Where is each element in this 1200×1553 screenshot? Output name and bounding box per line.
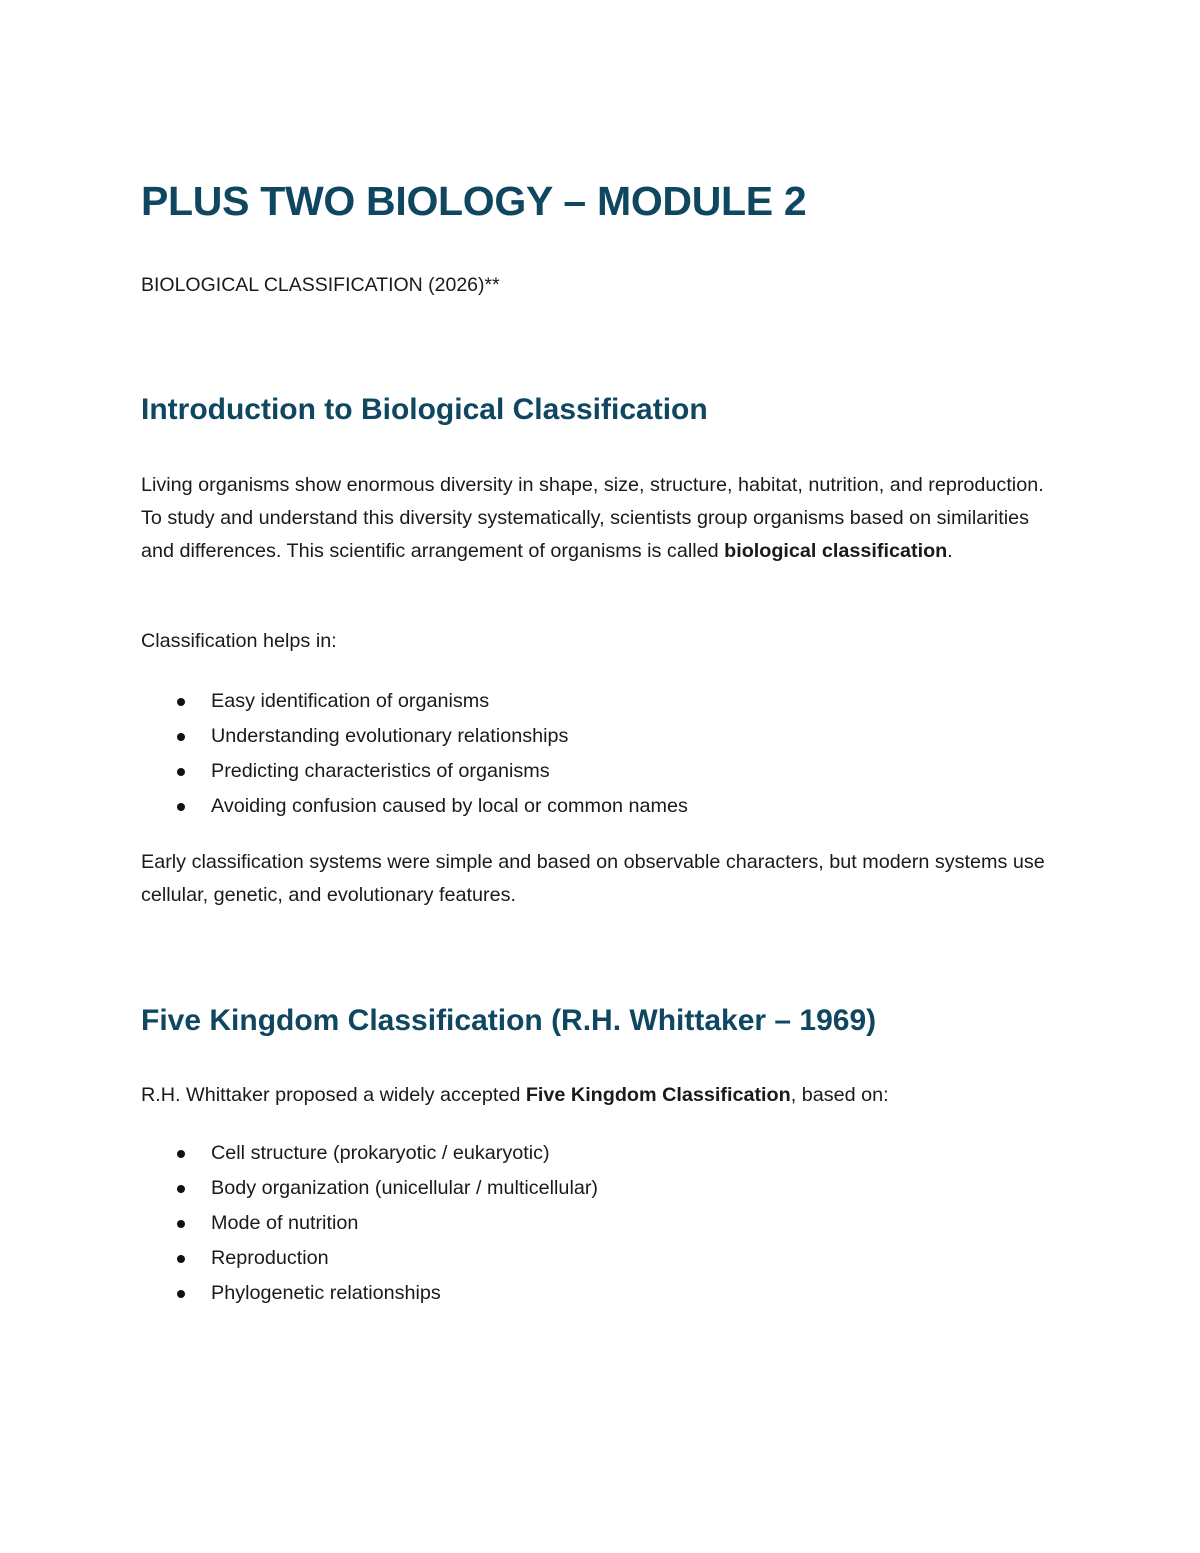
whittaker-paragraph-text: R.H. Whittaker proposed a widely accepted xyxy=(141,1084,526,1106)
list-item-text: Predicting characteristics of organisms xyxy=(211,760,550,782)
list-item-text: Understanding evolutionary relationships xyxy=(211,725,569,747)
bullet-icon xyxy=(177,1290,185,1298)
document-subtitle: BIOLOGICAL CLASSIFICATION (2026)** xyxy=(141,274,500,296)
list-item-text: Reproduction xyxy=(211,1247,329,1269)
whittaker-paragraph xyxy=(141,1079,1061,1112)
list-item xyxy=(141,719,1041,754)
intro-paragraph xyxy=(141,469,1061,569)
list-item-text: Easy identification of organisms xyxy=(211,690,490,712)
helps-list xyxy=(141,684,1041,824)
document-title: PLUS TWO BIOLOGY – MODULE 2 xyxy=(141,178,807,224)
bullet-icon xyxy=(177,698,185,706)
list-item xyxy=(141,754,1041,789)
list-item-text: Mode of nutrition xyxy=(211,1212,359,1234)
intro-paragraph-end: . xyxy=(947,540,953,563)
list-item-text: Body organization (unicellular / multicellular) xyxy=(211,1177,599,1199)
list-item xyxy=(141,684,1041,719)
bullet-icon xyxy=(177,1185,185,1193)
bullet-icon xyxy=(177,803,185,811)
list-item xyxy=(141,1136,1041,1171)
closing-paragraph: Early classification systems were simple and based on observable characters, but modern systems use cellular, genetic, and evolutionary features. xyxy=(141,851,1045,907)
whittaker-paragraph-end: , based on: xyxy=(790,1084,889,1106)
bullet-icon xyxy=(177,1220,185,1228)
section-heading-five-kingdom: Five Kingdom Classification (R.H. Whittaker – 1969) xyxy=(141,1004,877,1037)
list-item-text: Avoiding confusion caused by local or common names xyxy=(211,795,688,817)
list-item xyxy=(141,1276,1041,1311)
list-item xyxy=(141,1171,1041,1206)
bullet-icon xyxy=(177,1150,185,1158)
bullet-icon xyxy=(177,733,185,741)
intro-paragraph-text: Living organisms show enormous diversity in shape, size, structure, habitat, nutrition, and reproduction. To study and understand this diversity systematically, scientists group organisms based on similarities and differences. This scientific arrangement of organisms is called xyxy=(141,474,1044,563)
helps-label: Classification helps in: xyxy=(141,630,337,652)
intro-paragraph-bold-term: biological classification xyxy=(724,540,948,563)
bullet-icon xyxy=(177,768,185,776)
section-heading-introduction: Introduction to Biological Classification xyxy=(141,393,708,426)
list-item-text: Phylogenetic relationships xyxy=(211,1282,441,1304)
list-item xyxy=(141,1206,1041,1241)
bullet-icon xyxy=(177,1255,185,1263)
list-item xyxy=(141,789,1041,824)
whittaker-paragraph-bold-term: Five Kingdom Classification xyxy=(525,1084,791,1106)
list-item xyxy=(141,1241,1041,1276)
list-item-text: Cell structure (prokaryotic / eukaryotic) xyxy=(211,1142,550,1164)
criteria-list xyxy=(141,1136,1041,1311)
